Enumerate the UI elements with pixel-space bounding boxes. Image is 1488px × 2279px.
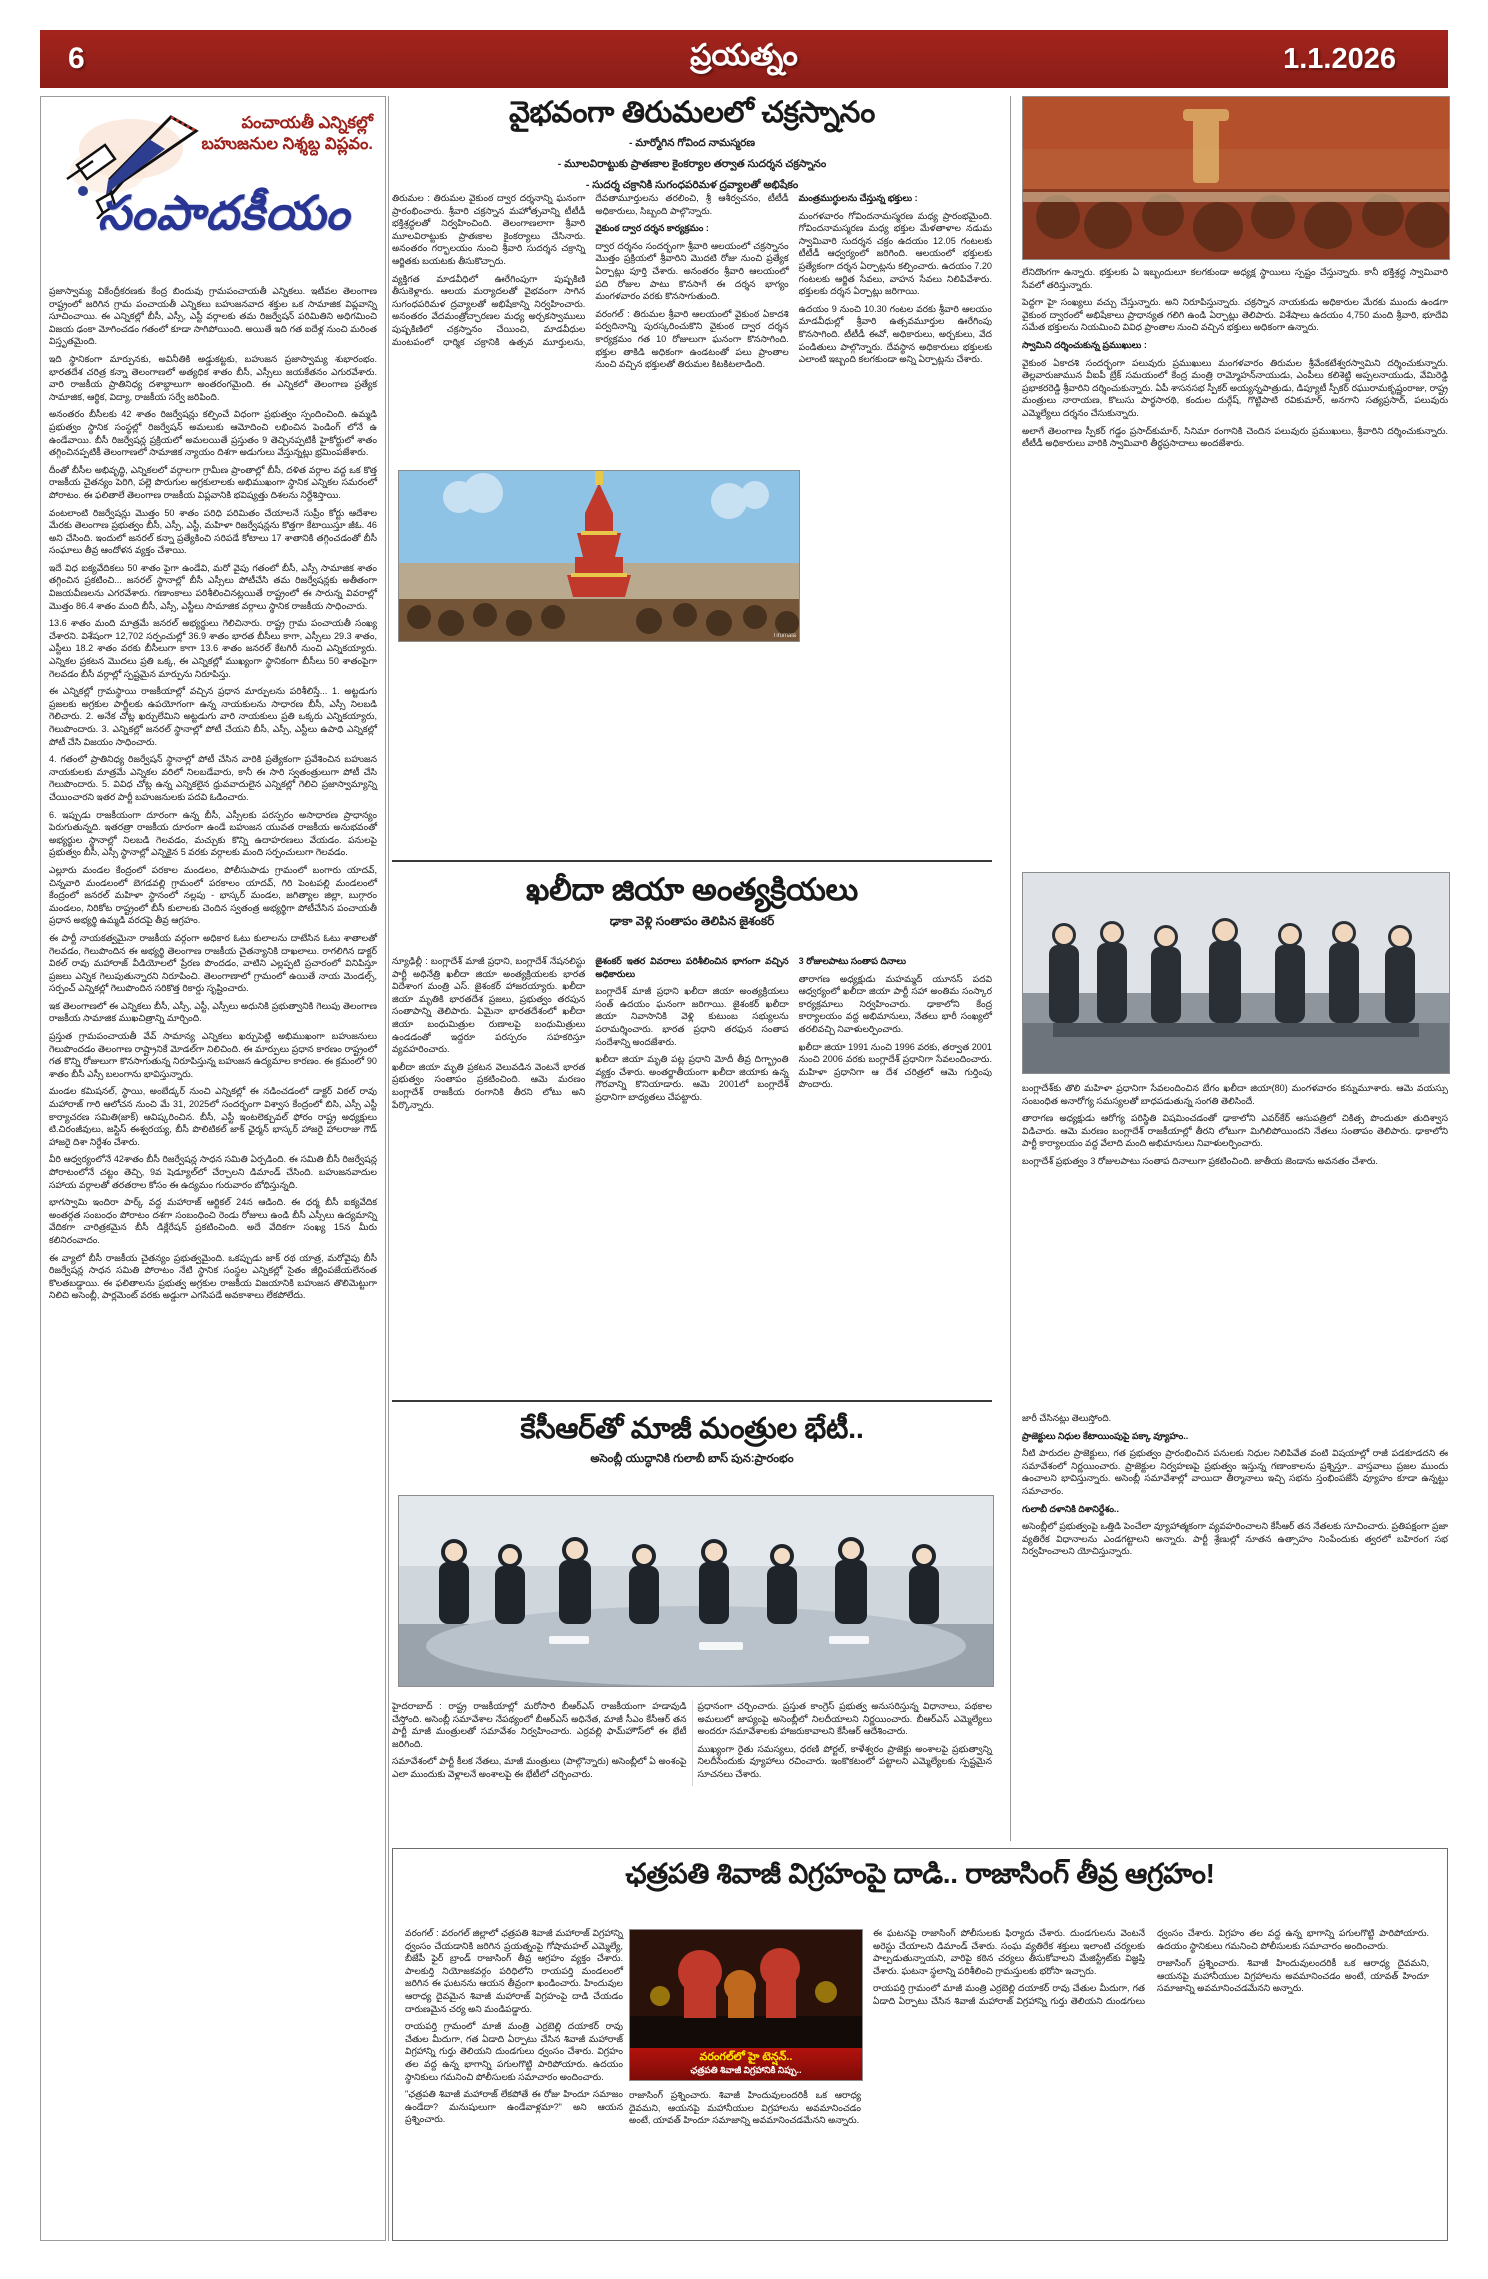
kcr-right-paragraph: నీటి పారుదల ప్రాజెక్టులు, గత ప్రభుత్వం ప్రారంభించిన పనులకు నిధుల నిలిపివేత వంటి విషయాల్లో రాజీ పడకూడదని ఈ సమావేశంలో నిర్ణయించారు. ప్రాజెక్టుల నిర్వహణపై ప్రభుత్వం ఇస్తున్న గణాంకాలను ప్రశ్నిస్తూ.. వాస్తవాలు ప్రజల ముందు ఉంచాలని భావిస్తున్నారు. అసెంబ్లీ సమావేశాల్లో వాయిదా తీర్మానాలు ఇచ్చి సభను స్తంభింపజేసే వ్యూహం కూడా ఉన్నట్టు సమాచారం. [1022,1448,1448,1496]
editorial-logo-word: సంపాదకీయం [97,186,351,239]
khaleda-paragraph: బంగ్లాదేశ్ మాజీ ప్రధాని ఖలీదా జియా అంత్యక్రియలు సంత్ ఉదయం ఘనంగా జరిగాయి. జైశంకర్ ఖలీదా జియా నివాసానికి వెళ్లి కుటుంబ సభ్యులను పరామర్శించారు. భారత ప్రధాని తరఫున సంతాప సందేశాన్ని అందజేశారు. [595,986,789,1047]
conference-table-illustration [399,1496,993,1686]
editorial-tagline-line2: బహుజనుల నిశ్శబ్ద విప్లవం. [201,135,373,153]
kcr-right-paragraph: జారీ చేసినట్లు తెలుస్తోంది. [1022,1413,1112,1423]
photo-credit: Tirumala [772,633,796,639]
tv-banner-line1: వరంగల్‌లో హై టెన్షన్.. [699,2051,793,2063]
tirumala-subheading-vaikuntha: వైకుంఠ ద్వార దర్శన కార్యక్రమం : [595,223,709,234]
tirumala-paragraph: తిరుమల : తిరుమల వైకుంఠ ద్వార దర్శనాన్ని ఘనంగా ప్రారంభించారు. శ్రీవారి చక్రస్నాన మహోత్సవాన్ని టీటీడీ భక్తిశ్రద్ధలతో నిర్వహించింది. తెలంగాణలాగా శ్రీవారి మూలవిరాట్టుకు ప్రాతఃకాల కైంకర్యాలు చేసినారు. అనంతరం గర్భాలయం నుంచి శ్రీవారి సుదర్శన చక్రాన్ని ఆర్జితకు బయటకు తీసుకొచ్చారు. [392,193,586,266]
kcr-paragraph: సమావేశంలో పార్టీ కీలక నేతలు, మాజీ మంత్రులు (పాల్గొన్నారు) అసెంబ్లీలో ఏ అంశంపై ఎలా ముందుకు వెళ్లాలనే అంశాలపై ఈ భేటీలో చర్చించారు. [392,1756,687,1779]
temple-chariot-illustration [399,471,799,641]
khaleda-paragraph: ఖలీదా జియా మృతి ప్రకటన వెలువడిన వెంటనే భారత ప్రభుత్వం సంతాపం ప్రకటించింది. ఆమె మరణం బంగ్లాదేశ్ రాజకీయ రంగానికి తీరని లోటు అని పేర్కొన్నారు. [392,1061,586,1110]
publication-date: 1.1.2026 [1283,42,1396,75]
editorial-column [40,96,386,2241]
kcr-right-paragraph: అసెంబ్లీలో ప్రభుత్వంపై ఒత్తిడి పెంచేలా వ్యూహాత్మకంగా వ్యవహరించాలని కేసీఆర్ తన నేతలకు సూచించారు. ప్రతిపక్షంగా ప్రజా వ్యతిరేక విధానాలను ఎండగట్టాలని అన్నారు. పార్టీ శ్రేణుల్లో నూతన ఉత్సాహం నింపేందుకు త్వరలో బహిరంగ సభ నిర్వహించాలని యోచిస్తున్నారు. [1022,1521,1448,1557]
tirumala-paragraph: వ్యక్తిగత మాడవీధిలో ఊరేగింపుగా పుష్పకిణి తీసుకెళ్లారు. ఆలయ మర్యాదలతో వైభవంగా సాగిన సుగంధపరిమళ ద్రవ్యాలతో అభిషేకాన్ని నిర్వహించారు. అనంతరం వేదమంత్రోచ్ఛారణల మధ్య అర్చకస్వాములు పుష్పకిణిలో చక్రస్నానం చేయించి, మాడవీధుల మంటపంలో ధార్మిక చక్రానికి ఉత్సవ మూర్తులను, దేవతామూర్తులను తరలించి, శ్రీ ఆశీర్వచనం, టీటీడీ అధికారులు, సిబ్బంది పాల్గొన్నారు. [392,193,789,347]
tirumala-body-right [1022,266,1448,455]
tv-banner-line2: ఛత్రపతి శివాజీ విగ్రహానికి నిప్పు.. [690,2065,802,2075]
editorial-paragraph: భాగస్వామి ఇందిరా పార్క్ వద్ద మహారాజ్ ఆర్టికల్ 24న ఆడింది. ఈ ధర్మ బీసీ ఐక్యవేదిక అంతర్గత సంబంధం పోరాటం దశగా సంబంధించి రెండు రోజులు ఉండి బీసీ ఎస్సీలు ఉద్యమాన్ని వేదికగా చారిత్రకమైన బీసీ డిక్లేరేషన్ ప్రకటించింది. అదే వేదికగా సంఖ్య 15న మీరు కలినిరంవాదం. [49,1197,377,1245]
khaleda-meeting-photo [1022,872,1450,1074]
khaleda-body-right [1022,1082,1448,1173]
khaleda-paragraph: తారాగణ అధ్యక్షుడు మహమ్మద్ యూనస్ పదవి ఆధ్వర్యంలో ఖలీదా జియా పార్టీ సహా అంతిమ సంస్కార కార్యక్రమాలు నిర్వహించారు. ఢాకాలోని కేంద్ర కార్యాలయం వద్ద అభిమానులు, నేతలు భారీ సంఖ్యలో తరలివచ్చి నివాళులర్పించారు. [798,973,992,1034]
editorial-paragraph: ప్రజాస్వామ్య వికేంద్రీకరణకు కేంద్ర బిందువు గ్రామపంచాయతీ ఎన్నికలు. ఇటీవల తెలంగాణ రాష్ట్రంలో జరిగిన గ్రామ పంచాయతీ ఎన్నికలు బహుజనవాద శక్తుల ఒక సామాజిక విప్లవాన్ని సూచించాయి. ఈ ఎన్నికల్లో బీసీ, ఎస్సీ, ఎస్టీ వర్గాలకు తమ రిజర్వేషన్ పరిమితిని అధిగమించి విజయ ఢంకా మోగించడం గతంలో కూడా సాగిపోయింది. అయితే ఇది గత ఐదేళ్ల నుంచి మరింత విస్తృతమైంది. [49,286,377,347]
kcr-body-center [392,1700,992,1786]
khaleda-headline: ఖలీదా జియా అంత్యక్రియలు [526,872,858,907]
editorial-paragraph: 6. ఇప్పుడు రాజకీయంగా దూరంగా ఉన్న బీసీ, ఎస్సీలకు పరస్పరం అసాధారణ ప్రాధాన్యం పెరుగుతున్నది. ఇతరత్రా రాజకీయ దూరంగా ఉండే బహుజన యువత రాజకీయ అనుభవంతో అభ్యర్థుల స్థానాల్లో నిలబడి గెలవడం, మచ్చుకు కొన్ని ఉదాహరణలు వేయడం. పనులపై ప్రభుత్వం బీసీ, ఎస్సీ స్థానాల్లో ఎన్నికైన 5 వరకు వర్గాలకు మంది సర్పంచులుగా గెలవడం. [49,809,377,858]
section-divider [392,860,992,862]
tirumala-right-paragraph: లేనిదొంగగా ఉన్నారు. భక్తులకు ఏ ఇబ్బందులూ కలగకుండా అధ్యక్ష స్థాయిలు స్పష్టం చేస్తున్నారు. కానీ భక్తిశ్రద్ధ స్వామివారి సేవలో తరిస్తున్నారు. [1022,267,1448,290]
editorial-tagline-line1: పంచాయతీ ఎన్నికల్లో [241,114,373,132]
tirumala-body-center [392,192,992,371]
kcr-meeting-photo [398,1495,994,1687]
tirumala-subheading-pramukhulu: స్వామిని దర్శించుకున్న ప్రముఖులు : [1022,339,1147,350]
crowd-illustration [1023,97,1449,259]
tirumala-story-header [392,96,992,193]
khaleda-subheading: జైశంకర్ ఇతర వివరాలు పరిశీలించిన భాగంగా వచ్చిన అధికారులు [595,956,789,979]
editorial-paragraph: ఈ పార్టీ నాయకత్వమైనా రాజకీయ వర్గంగా అధికార ఓటు కులాలను దాటేసిన ఓటు శాతాలతో గెలవడం, గెలుపొందిన ఈ అభ్యర్థి తెలంగాణ రాజకీయ చైతన్యానికి దాఖలాలు. రాగలిగిన డాక్టర్ విఠల్ రావు మహారాజ్ వీడియోలలో ప్రేరణ పొందడం, వాటిని ఎల్లప్పటి ప్రచారంలో వినిపిస్తూ ప్రజలు ఎన్నిక గెలుపుతున్నారని నిరూపించి. తెలంగాణాలో గ్రామంలో ఉయితే నాయ మెండల్స్, సర్పంచ్ ఎన్నికల్లో గెలుపొందిన సరికొత్త రికార్డు సృష్టించారు. [49,932,377,994]
khaleda-subtitle: ఢాకా వెళ్లి సంతాపం తెలిపిన జైశంకర్ [609,914,775,928]
tirumala-subhead-3: - సుదర్శ చక్రానికి సుగంధపరిమళ ద్రవ్యాలతో అభిషేకం [585,179,799,191]
page-number: 6 [68,42,86,75]
tirumala-subhead-2: - మూలవిరాట్టుకు ప్రాతఃకాల కైంకర్యాల తర్వాత సుదర్శన చక్రస్నానం [557,158,827,170]
kcr-headline: కేసీఆర్‌తో మాజీ మంత్రుల భేటీ.. [520,1413,864,1445]
tirumala-paragraph: మంగళవారం గోవిందనామస్మరణ మధ్య ప్రారంభమైంది. గోవిందనామస్మరణ మధ్య భక్తుల మేళతాళాల నడుమ స్వామివారి సుదర్శన చక్రం ఉదయం 12.05 గంటలకు టీటీడీ ఆధ్వర్యంలో జరిగింది. ఆలయంలో భక్తులకు ప్రత్యేకంగా దర్శన ఏర్పాట్లను కల్పించారు. ఉదయం 7.20 గంటలకు ఆర్జిత సేవలు, వాహన సేవలు నిలిపివేశారు. భక్తులకు దర్శన ఏర్పాట్లు జరిగాయి. [798,210,992,297]
tirumala-paragraph: ద్వార దర్శనం సందర్భంగా శ్రీవారి ఆలయంలో చక్రస్నానం మొత్తం ప్రక్రియలో శ్రీవారిని మొదటి రోజు నుంచి ప్రత్యేక ఏర్పాట్లు పూర్తి చేశారు. అనంతరం శ్రీవారి ఆలయంలో పది రోజుల పాటు కొనసాగే ఈ దర్శన భాగ్యం మంగళవారం వరకు కొనసాగుతుంది. [595,240,789,302]
shivaji-body-col1 [405,1927,623,2131]
shivaji-paragraph: "ఛత్రపతి శివాజీ మహారాజ్ లేకపోతే ఈ రోజు హిందూ సమాజం ఉండేదా? మనుషులుగా ఉండేవాళ్లమా?" అని ఆయన ప్రశ్నించారు. [405,2089,623,2125]
khaleda-paragraph: న్యూఢిల్లీ : బంగ్లాదేశ్ మాజీ ప్రధాని, బంగ్లాదేశ్ నేషనలిస్టు పార్టీ అధినేత్రి ఖలీదా జియా అంత్యక్రియలకు భారత విదేశాంగ మంత్రి ఎస్. జైశంకర్ హాజరయ్యారు. ఖలీదా జియా మృతికి భారతదేశ ప్రజలు, ప్రభుత్వం తరపున సంతాపాన్ని తెలిపారు. ఏమైనా భారతదేశంలో ఖలీదా జియా బంధుమిత్రుల రుణాలపై బంధుమిత్రులు ఉండడంతో ఇద్దరూ పరస్పరం సహకరిస్తూ వ్యవహరించారు. [392,956,586,1055]
khaleda-right-paragraph: తారాగణ అధ్యక్షుడు ఆరోగ్య పరిస్థితి విషమించడంతో ఢాకాలోని ఎవర్‌కేర్ ఆసుపత్రిలో చికిత్స పొందుతూ తుదిశ్వాస విడిచారు. ఆమె మరణం బంగ్లాదేశ్ రాజకీయాల్లో తీరని లోటుగా మిగిలిపోయిందని నేతలు సంతాపం తెలిపారు. ఢాకాలోని పార్టీ కార్యాలయం వద్ద వేలాది మంది అభిమానులు నివాళులర్పించారు. [1022,1113,1448,1149]
tirumala-paragraph: వరంగల్ : తిరుమల శ్రీవారి ఆలయంలో వైకుంఠ ఏకాదశి పర్వదినాన్ని పురస్కరించుకొని వైకుంఠ ద్వార దర్శన కార్యక్రమం గత 10 రోజులుగా ఘనంగా కొనసాగింది. భక్తుల తాకిడి అధికంగా ఉండటంతో పలు ప్రాంతాల నుంచి వచ్చిన భక్తులతో తిరుమల కిటకిటలాడింది. [595,308,789,370]
editorial-paragraph: 4. గతంలో ప్రాతినిధ్య రిజర్వేషన్ స్థానాల్లో పోటీ చేసిన వారికి ప్రత్యేకంగా ప్రవేశించిన బహుజన నాయకులకు మాత్రమే ఎన్నికల వరిలో నిలబడేవారు, కానీ ఈ సారి స్వతంత్రులుగా పోటీ చేసి గెలుపొందారు. 5. వివిధ చోట్ల ఉన్న ఎన్నికలైన ధ్రువవాదులైన ఎన్నికల్లో గెలిచి ప్రజాస్వామ్యాన్ని చేయించారని ఇతర పార్టీ బహుజనులకు పదవి ఓడించారు. [49,754,377,802]
paper-title: ప్రయత్నం [690,38,798,72]
shivaji-paragraph: రాజాసింగ్ ప్రశ్నించారు. శివాజీ హిందువులందరికీ ఒక ఆరాధ్య దైవమని, ఆయనపై మహానీయుల విగ్రహాలను అవమానించడం అంటే, యావత్ హిందూ సమాజాన్ని అవమానించడమేనని అన్నారు. [1157,1958,1429,1994]
tirumala-temple-photo [398,470,800,642]
shivaji-paragraph: రాయపర్తి గ్రామంలో మాజీ మంత్రి ఎర్రబెల్లి దయాకర్ రావు చేతుల మీదుగా, గత ఏడాది ఏర్పాటు చేసిన శివాజీ మహారాజ్ విగ్రహాన్ని గుర్తు తెలియని దుండగులు ధ్వంసం చేశారు. విగ్రహం తల వద్ద ఉన్న భాగాన్ని పగులగొట్టి పారిపోయారు. ఉదయం స్థానికులు గమనించి పోలీసులకు సమాచారం అందించారు. [405,2021,623,2082]
kcr-subheading-rose: గులాబీ దళానికి దిశానిర్దేశం.. [1022,1503,1119,1514]
khaleda-story-header [392,872,992,929]
tirumala-headline: వైభవంగా తిరుమలలో చక్రస్నానం [508,96,876,129]
editorial-paragraph: మండల కమిషనల్, స్థాయి, అంబేడ్కర్ నుంచి ఎన్నికల్లో ఈ నడించడంలో డాక్టర్ విఠల్ రావు మహారాజ్ గారి ఆలోచన నుంచి మే 31, 2025లో సందర్భంగా విశ్వాస కేంద్రంలో బిసి, ఎస్సీ ఎస్టీ కార్యాచరణ సమితి(జాక్) ఆవిష్కరించిన. బీసీ, ఎస్టీ ఇంటలెక్చువల్ ఫోరం రాష్ట్ర అధ్యక్షులు టి.చిరంజీవులు, జస్టిస్ ఈశ్వరయ్య, బీసీ పొలిటికల్ జాక్ ఛైర్మన్ భాస్కర్ హాజరై హాలరాజు గౌడ్ హాజరై దిశా నిర్దేశం చేశారు. [49,1086,377,1147]
editorial-paragraph: ఎల్లూరు మండల కేంద్రంలో పరకాల మండలం, పోలీసుపాడు గ్రామంలో బంగారు యాదవ్, చిన్నవారి మండలంలో బెగడవల్లి గ్రామంలో పరకాలం యాదవ్, గిరి పెంటపల్లి మండలంలో కేంద్రంలో జనరల్ మహిళా స్థానంలో నల్లపు - భాస్కర్ మండల, జగిత్యాల జిల్లా, బుగ్గారం మండలం, నిరికోట రాష్ట్రంలో బీసీ కులాలకు చెందిన స్వతంత్ర అభ్యర్థిగా పోటీచేసిన పంచాయతీ ప్రధాన అభ్యర్థి ఉమ్మడి వరదపై తీవ్ర ఆగ్రహం. [49,864,377,926]
editorial-paragraph: అనంతరం బీసీలకు 42 శాతం రిజర్వేషన్లు కల్పించే విధంగా ప్రభుత్వం స్పందించింది. ఉమ్మడి ప్రభుత్వం స్థానిక సంస్థల్లో రిజర్వేషన్ అమలుకు ఆమోదించి లభించిన పెండింగ్ లోనే ఉ ఉండేవాయి. బీసీ రిజర్వేషన్ల ప్రక్రియలో అమలయితే ప్రస్తుతం 9 తెచ్చినప్పటికీ హైకోర్టులో శాతం తగ్గించినప్పటికీ తెలంగాణలో సామాజిక న్యాయం దిశగా అడుగులు వేస్తున్నట్లు భ్రమింపజేశారు. [49,409,377,458]
khaleda-paragraph: ఖలీదా జియా మృతి పట్ల ప్రధాని మోదీ తీవ్ర దిగ్భ్రాంతి వ్యక్తం చేశారు. అంతర్జాతీయంగా ఖలీదా జియాకు ఉన్న గౌరవాన్ని కొనియాడారు. ఆమె 2001లో బంగ్లాదేశ్ ప్రధానిగా బాధ్యతలు చేపట్టారు. [595,1054,789,1102]
editorial-paragraph: ఇక తెలంగాణలో ఈ ఎన్నికలు బీసీ, ఎస్సీ, ఎస్టీ, ఎస్సీలు అధునికి ప్రభుత్వానికి గెలుపు తెలంగాణ రాజకీయ సామాజిక ముఖచిత్రాన్ని మార్చింది. [49,1000,377,1024]
kcr-subtitle: అసెంబ్లీ యుద్ధానికి గులాబీ బాస్ పున:ప్రారంభం [590,1453,794,1465]
editorial-paragraph: వీరి ఆధ్వర్యంలోనే 42శాతం బీసీ రిజర్వేషన్ల సాధన సమితి ఏర్పడింది. ఈ సమితి బీసీ రిజర్వేషన్ల పోరాటంలోనే చట్టం తెచ్చి, 9వ షెడ్యూల్‌లో చేర్చాలని డిమాండ్ చేసింది. బహుజనవాదుల సహాయ వర్గాలతో తరతరాల కోసం ఈ ఉద్యమం గురువారం బోధిస్తున్నది. [49,1154,377,1190]
tirumala-right-paragraph: అలాగే తెలంగాణ స్పీకర్ గడ్డం ప్రసాద్‌కుమార్, సినిమా రంగానికి చెందిన పలువురు ప్రముఖులు, శ్రీవారిని దర్శించుకున్నారు. టీటీడీ అధికారులు వారికి స్వామివారి తీర్థప్రసాదాలు అందజేశారు. [1022,425,1448,449]
editorial-tagline [168,113,373,155]
tirumala-paragraph: ఉదయం 9 నుంచి 10.30 గంటల వరకు శ్రీవారి ఆలయం మాడవీధుల్లో శ్రీవారి ఉత్సవమూర్తుల ఊరేగింపు కొనసాగింది. టీటీడీ ఈవో, అధికారులు, అర్చకులు, వేద పండితులు పాల్గొన్నారు. దేవస్థాన అధికారులు భక్తులకు ఎలాంటి ఇబ్బంది కలగకుండా అన్ని ఏర్పాట్లను చేశారు. [798,303,992,365]
kcr-story-header [392,1412,992,1467]
khaleda-body-center [392,955,992,1111]
tirumala-subhead-1: - మార్మోగిన గోవింద నామస్మరణ [628,137,756,149]
column-rule [1010,96,1011,1841]
editorial-paragraph: ఈ వ్యాలో బీసీ రాజకీయ చైతన్యం ప్రభుత్వమైంది. ఒకప్పుడు జాక్ రథ యాత్ర, మరోవైపు బీసీ రిజర్వేషన్ల సాధన సమితి పోరాటం నేటి స్థానిక సంస్థల ఎన్నికల్లో సైతం జీర్ణింపజేయలేనంత కొలతబడ్డాయి. ఈ ఫలితాలను ప్రభుత్వ అగ్రకుల రాజకీయ విజయానికి బహుజన తొలిమెట్టుగా నిలిచి అసెంబ్లీ, పార్లమెంట్ వరకు అడ్డుగా ఎగసిపడే అవకాశాలు లేకపోలేదు. [49,1252,377,1301]
tirumala-crowd-photo [1022,96,1450,260]
editorial-paragraph: ఇదే విధ ఐక్యవేదికలు 50 శాతం పైగా ఉండేవి, మరో వైపు గతంలో బీసీ, ఎస్సీ సామాజిక శాతం తగ్గించిన ప్రకటించి... జనరల్ స్థానాల్లో బీసీ ఎస్సీలు పోటీచేసి తమ రిజర్వేషన్లకు అతీతంగా విజయవీణలను ఎగరవేశారు. గణాంకాలు పరిశీలించినట్లయితే రాష్ట్రంలో ఈ సారున్న వివరాల్లో మొత్తం 86.4 శాతం మంది బీసీ, ఎస్సీ, ఎస్టీలు సామాజిక వర్గాలు స్థానిక రాజకీయ సాధించారు. [49,562,377,611]
shivaji-paragraph: రాయపర్తి గ్రామంలో మాజీ మంత్రి ఎర్రబెల్లి దయాకర్ రావు చేతుల మీదుగా, గత ఏడాది ఏర్పాటు చేసిన శివాజీ మహారాజ్ విగ్రహాన్ని గుర్తు తెలియని దుండగులు ధ్వంసం చేశారు. విగ్రహం తల వద్ద ఉన్న భాగాన్ని పగులగొట్టి పారిపోయారు. ఉదయం స్థానికులు గమనించి పోలీసులకు సమాచారం అందించారు. [873,1928,1429,2006]
shivaji-body-col2 [629,2089,861,2132]
shivaji-story-box [392,1848,1448,2241]
shivaji-paragraph: రాజాసింగ్ ప్రశ్నించారు. శివాజీ హిందువులందరికీ ఒక ఆరాధ్య దైవమని, ఆయనపై మహానీయుల విగ్రహాలను అవమానించడం అంటే, యావత్ హిందూ సమాజాన్ని అవమానించడమేనని అన్నారు. [629,2090,861,2126]
shivaji-body-col3 [873,1927,1429,2008]
shivaji-tv-graphic [629,1929,863,2081]
khaleda-paragraph: ఖలీదా జియా 1991 నుంచి 1996 వరకు, తర్వాత 2001 నుంచి 2006 వరకు బంగ్లాదేశ్ ప్రధానిగా సేవలందించారు. మహిళా ప్రధానిగా ఆ దేశ చరిత్రలో ఆమె గుర్తింపు పొందారు. [798,1041,992,1090]
khaleda-mourning-note: 3 రోజులపాటు సంతాప దినాలు [798,956,906,966]
editorial-body [49,285,377,1307]
editorial-paragraph: వంటలాంటి రిజర్వేషన్లు మొత్తం 50 శాతం పరిధి పరిమితం చేయాలనే సుప్రీం కోర్టు ఆదేశాల మేరకు తెలంగాణ ప్రభుత్వం బీసీ, ఎస్సీ, ఎస్టీ, మహిళా రిజర్వేషన్లను కొత్తగా కేటాయిస్తూ జీఓ. 46 అని చేసింది. ఇందులో జనరల్ కన్నా ప్రత్యేకించి సరిపడే కోటాలు 17 శాతానికి తగ్గించడంతో బీసీ సంఘాలు తీవ్ర ఆందోళన వ్యక్తం చేశాయి. [49,507,377,556]
editorial-paragraph: దీంతో బీసీల అభివృద్ధి, ఎన్నికలలో వర్గాలగా గ్రామీణ ప్రాంతాల్లో బీసీ, దళిత వర్గాల వద్ద ఒక కొత్త రాజకీయ చైతన్యం పెరిగి, పల్లె పొరుగుల అగ్రకులాలకు అభిముఖంగా స్థానిక ఎన్నికల సమరంలో పోరాటం. ఈ ఫలితాలే తెలంగాణ రాజకీయ విప్లవానికి భవిష్యత్తు దిశలను నిర్దేశిస్తాయి. [49,464,377,500]
shivaji-paragraph: వరంగల్ : వరంగల్ జిల్లాలో ఛత్రపతి శివాజీ మహారాజ్ విగ్రహాన్ని ధ్వంసం చేయడానికి జరిగిన ప్రయత్నంపై గోషామహల్ ఎమ్మెల్యే, బీజేపీ ఫైర్ బ్రాండ్ రాజాసింగ్ తీవ్ర ఆగ్రహం వ్యక్తం చేశారు. పాలకుర్తి నియోజకవర్గం పరిధిలోని రాయపర్తి మండలంలో జరిగిన ఈ ఘటనను ఆయన తీవ్రంగా ఖండించారు. హిందువుల ఆరాధ్య దైవమైన శివాజీ మహారాజ్ విగ్రహంపై దాడి చేయడం దారుణమైన చర్య అని మండిపడ్డారు. [405,1928,623,2014]
column-rule [388,96,389,2241]
tirumala-right-paragraph: పెద్దగా హై సంఖ్యలు వచ్చు చేస్తున్నారు. అని నిరూపిస్తున్నారు. చక్రస్నాన నాయకుడు అధికారుల మేరకు ముందు ఉండగా వైకుంఠ ద్వారంలో అభిషేకాలు ప్రాధాన్యత గలిగి ఉండి ఏర్పాట్లు తెలిపారు. విశేషాలు ఉదయం 4,750 మంది శ్రీవారి, భూదేవి సమేత భక్తులను నియమించి వివిధ ప్రాంతాల నుంచి వచ్చిన భక్తులు అధికంగా ఉన్నారు. [1022,297,1448,333]
tirumala-right-paragraph: వైకుంఠ ఏకాదశి సందర్భంగా పలువురు ప్రముఖులు మంగళవారం తిరుమల శ్రీవేంకటేశ్వరస్వామిని దర్శించుకున్నారు. తెల్లవారుజామున వీఐపీ బ్రేక్ సమయంలో కేంద్ర మంత్రి రామ్మోహన్‌నాయుడు, ఎంపీలు కలిశెట్టి అప్పలనాయుడు, వేమిరెడ్డి ప్రభాకరరెడ్డి శ్రీవారిని దర్శించుకున్నారు. ఏపీ శాసనసభ స్పీకర్ అయ్యన్నపాత్రుడు, డిప్యూటీ స్పీకర్ రఘురామకృష్ణంరాజు, రాష్ట్ర మంత్రులు నారాయణ, కొలుసు పార్థసారథి, కందుల దుర్గేష్, గొట్టిపాటి రవికుమార్, అనగాని సత్యప్రసాద్, పలువురు ఎమ్మెల్యేలు దర్శనం చేసుకున్నారు. [1022,357,1448,418]
kcr-subheading-projects: ప్రాజెక్టులు నిధుల కేటాయింపుపై పక్కా వ్యూహం.. [1022,1430,1189,1441]
shivaji-headline: ఛత్రపతి శివాజీ విగ్రహంపై దాడి.. రాజాసింగ్ తీవ్ర ఆగ్రహం! [625,1858,1215,1889]
khaleda-right-paragraph: బంగ్లాదేశ్ ప్రభుత్వం 3 రోజులపాటు సంతాప దినాలుగా ప్రకటించింది. జాతీయ జెండాను అవనతం చేశారు. [1022,1155,1378,1166]
tirumala-subheading-bhakthulu: మంత్రముగ్ధులను చేస్తున్న భక్తులు : [798,193,918,203]
kcr-paragraph: ప్రధానంగా చర్చించారు. ప్రస్తుత కాంగ్రెస్ ప్రభుత్వ అనుసరిస్తున్న విధానాలు, పథకాల అమలులో జాప్యంపై అసెంబ్లీలో నిలదీయాలని నిర్ణయించారు. బీఆర్ఎస్ ఎమ్మెల్యేలు అందరూ సమావేశాలకు హాజరుకావాలని కేసీఆర్ ఆదేశించారు. [697,1701,992,1737]
kcr-body-right [1022,1412,1448,1563]
tv-banner [630,2048,862,2080]
kcr-paragraph: ముఖ్యంగా రైతు సమస్యలు, ధరణి పోర్టల్, కాళేశ్వరం ప్రాజెక్టు అంశాలపై ప్రభుత్వాన్ని నిలదీసేందుకు వ్యూహాలు రచించారు. ఇంకొకటంలో పట్టాలని ఎమ్మెల్యేలకు స్పష్టమైన సూచనలు చేశారు. [697,1743,992,1779]
kcr-paragraph: హైదరాబాద్ : రాష్ట్ర రాజకీయాల్లో మరోసారి బీఆర్ఎస్ రాజకీయంగా హడావుడి చేస్తోంది. అసెంబ్లీ సమావేశాల నేపథ్యంలో బీఆర్ఎస్ అధినేత, మాజీ సీఎం కేసీఆర్ తన పార్టీ మాజీ మంత్రులతో సమావేశం నిర్వహించారు. ఎర్రవల్లి ఫామ్‌హౌస్‌లో ఈ భేటీ జరిగింది. [392,1701,687,1749]
shivaji-paragraph: ఈ ఘటనపై రాజాసింగ్ పోలీసులకు ఫిర్యాదు చేశారు. దుండగులను వెంటనే అరెస్టు చేయాలని డిమాండ్ చేశారు. సంఘ వ్యతిరేక శక్తులు ఇలాంటి చర్యలకు పాల్పడుతున్నాయని, వారిపై కఠిన చర్యలు తీసుకోవాలని మేజిస్ట్రేట్‌కు విజ్ఞప్తి చేశారు. ఘటనా స్థలాన్ని పరిశీలించి గ్రామస్తులకు భరోసా ఇచ్చారు. [873,1928,1145,1976]
khaleda-right-paragraph: బంగ్లాదేశ్‌కు తొలి మహిళా ప్రధానిగా సేవలందించిన బేగం ఖలీదా జియా(80) మంగళవారం కన్నుమూశారు. ఆమె వయస్సు సంబంధిత అనారోగ్య సమస్యలతో బాధపడుతున్న సంగతి తెలిసిందే. [1022,1083,1448,1106]
section-divider [392,1400,992,1402]
delegation-meeting-illustration [1023,873,1449,1073]
editorial-paragraph: ఇది స్థానికంగా మార్పునకు, అవినీతికి అడ్డుకట్టకు, బహుజన ప్రజాస్వామ్య శుభారంభం. భారతదేశ చరిత్ర కన్నా తెలంగాణలో అత్యధిక శాతం బీసీ, ఎస్సీలు జయకేతనం ఎగురవేశారు. వారి రాజకీయ ప్రాతినిధ్య దశాబ్దాలుగా అంతరంగమైంది. ఈ ఎన్నికలో తెలంగాణ ప్రత్యేక సామాజిక, ఆర్థిక, విద్యా, రాజకీయ సర్వే జరిపింది. [49,353,377,402]
masthead-bar [40,30,1448,88]
editorial-paragraph: ఈ ఎన్నికల్లో గ్రామస్థాయి రాజకీయాల్లో వచ్చిన ప్రధాన మార్పులను పరిశీలిస్తే... 1. అట్టడుగు ప్రజలకు అగ్రకుల పార్టీలకు ఉపయోగంగా ఉన్న నాయకులను సాధారణ బీసీ, ఎస్సీ నిలబడి గెలిచారు. 2. అనేక చోట్ల ఖర్చులేమిని అట్టడుగు వారి నాయకులు ప్రతి ఒక్కరు ఎన్నికయ్యారు, గెలుపొందారు. 3. ఎన్నికల్లో జనరల్ స్థానాల్లో పోటీ చేయని బీసీ, ఎస్సీ, ఎస్టీలు ఉపాధి ఎన్నికల్లో పోటీ చేసి విజయం సాధించారు. [49,686,377,747]
editorial-paragraph: ప్రస్తుత గ్రామపంచాయతీ వేవ్ సామాన్య ఎన్నికలు ఖర్చుపెట్టి అభిముఖంగా బహుజనులు గెలుపొందడం తెలంగాణ రాష్ట్రానికే మోడల్‌గా నిలిచింది. ఈ మార్పులు ప్రధాన కారణం రాష్ట్రంలో గత కొన్ని రోజులుగా కొనసాగుతున్న నిరూపిస్తున్న బహుజన ఉద్యమాల కారణం. ఈ క్రమంలో 90 శాతం బీసీ ఎస్సీ బలంగాను భావిస్తున్నారు. [49,1031,377,1079]
editorial-logo [49,103,377,281]
editorial-paragraph: 13.6 శాతం మంది మాత్రమే జనరల్ అభ్యర్థులు గెలిచినారు. రాష్ట్ర గ్రామ పంచాయతీ సంఖ్య చేశారని. విశేషంగా 12,702 సర్పంచుల్లో 36.9 శాతం భారత బీసీలు కాగా, ఎస్సీలు 29.3 శాతం, ఎస్టీలు 18.2 శాతం వరకు బీసీలుగా కాగా 13.6 శాతం జనరల్ కేటగిరీ నుంచి ఎన్నికయ్యారు. ఎన్నికల ప్రకటన మొదలు ప్రతి ఒక్క, ఈ ఎన్నికల్లో ముఖ్యంగా స్థానికంగా బీసీలు 50 శాతంపైగా గెలవడం బీసీ వర్గాల్లో స్పష్టమైన మార్పును నిరూపిస్తు. [49,618,377,679]
